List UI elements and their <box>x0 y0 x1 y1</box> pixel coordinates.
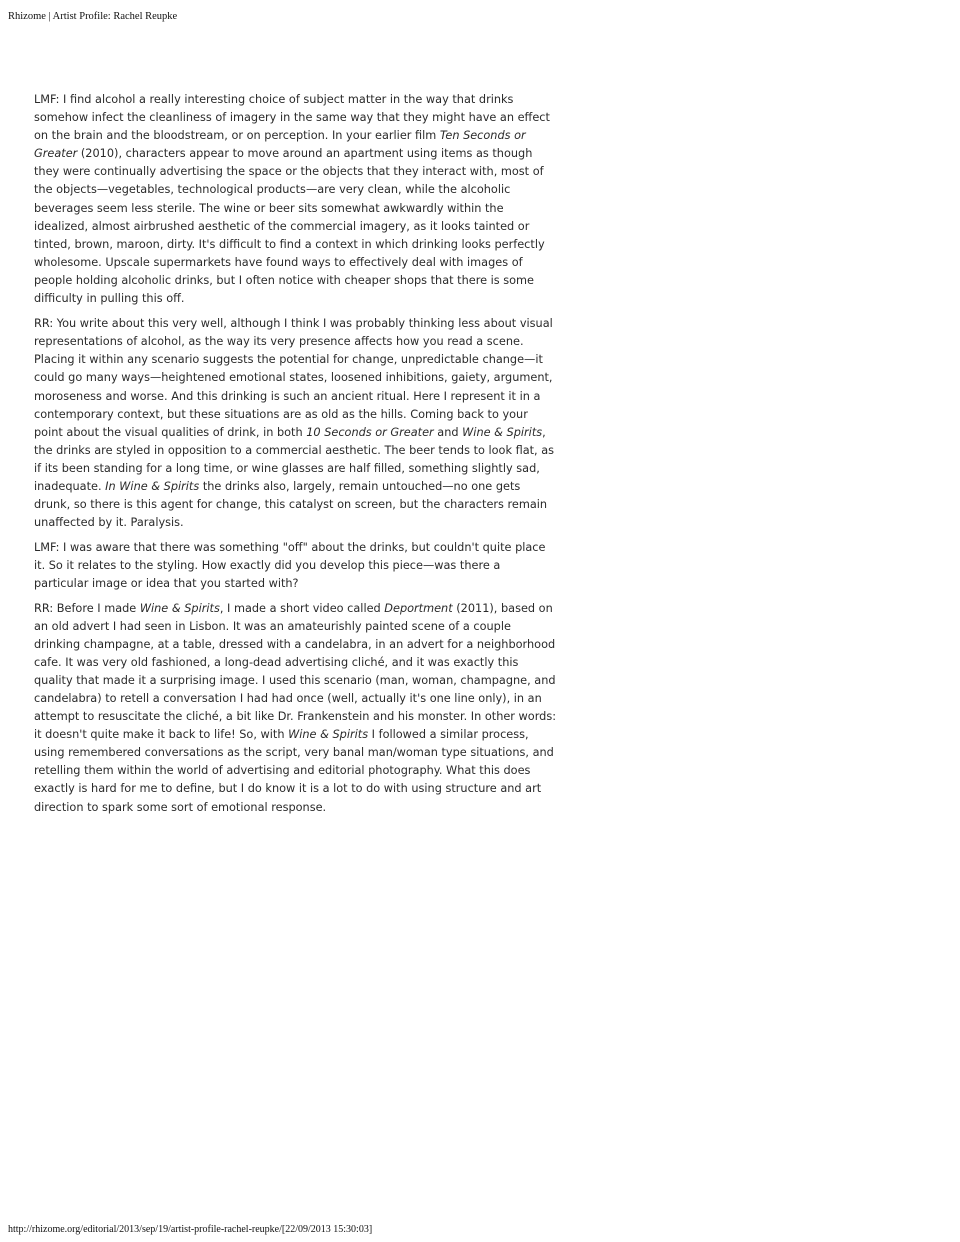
text-run: (2011), based on an old advert I had seen in Lisbon. It was an amateurishly painted scene of a couple drinking champagne, at a table, dressed with a candelabra, in an advert for a neighborhood cafe. It was very old fashioned, a long-dead advertising cliché, and it was exactly this quality that made it a surprising image. I used this scenario (man, woman, champagne, and candelabra) to retell a conversation I had had once (well, actually it's one line only), in an attempt to resuscitate the cliché, a bit like Dr. Frankenstein and his monster. In other words: it doesn't quite make it back to life! So, with <box>34 601 557 742</box>
text-run: I followed a similar process, using remembered conversations as the script, very banal man/woman type situations, and retelling them within the world of advertising and editorial photography. What this does exactly is hard for me to define, but I do know it is a lot to do with using structure and art direction to spark some sort of emotional response. <box>34 728 554 814</box>
interview-paragraph-2 <box>34 315 556 532</box>
text-run: RR: You write about this very well, although I think I was probably thinking less about visual representations of alcohol, as the way its very presence affects how you read a scene. Placing it within any scenario suggests the potential for change, unpredictable change—it could go many ways—heightened emotional states, loosened inhibitions, gaiety, argument, moroseness and worse. And this drinking is such an ancient ritual. Here I represent it in a contemporary context, but these situations are as old as the hills. Coming back to your point about the visual qualities of drink, in both <box>34 317 553 439</box>
film-title-wine-spirits: Wine & Spirits <box>288 728 369 742</box>
text-run: RR: Before I made <box>34 601 140 615</box>
text-run: LMF: I find alcohol a really interesting choice of subject matter in the way that drinks somehow infect the cleanliness of imagery in the same way that they might have an effect on the brain and the bloodstream, or on perception. In your earlier film <box>34 93 550 143</box>
page-footer-url: http://rhizome.org/editorial/2013/sep/19/artist-profile-rachel-reupke/[22/09/2013 15:30:03] <box>8 1224 373 1235</box>
film-title-10-seconds: 10 Seconds or Greater <box>306 425 434 439</box>
film-title-in-wine-spirits: In Wine & Spirits <box>105 479 200 493</box>
interview-paragraph-3 <box>34 539 556 593</box>
interview-paragraph-4 <box>34 600 556 817</box>
text-run: LMF: I was aware that there was something "off" about the drinks, but couldn't quite place it. So it relates to the styling. How exactly did you develop this piece—was there a particular image or idea that you started with? <box>34 541 546 591</box>
film-title-wine-spirits: Wine & Spirits <box>462 425 543 439</box>
film-title-ten-seconds: Ten Seconds or Greater <box>34 129 526 161</box>
page-header-title: Rhizome | Artist Profile: Rachel Reupke <box>8 11 178 22</box>
text-run: , the drinks are styled in opposition to a commercial aesthetic. The beer tends to look flat, as if its been standing for a long time, or wine glasses are half filled, something slightly sad, inadequate. <box>34 425 555 493</box>
text-run: (2010), characters appear to move around an apartment using items as though they were continually advertising the space or the objects that they interact with, most of the objects—vegetables, technological products—are very clean, while the alcoholic beverages seem less sterile. The wine or beer sits somewhat awkwardly within the idealized, almost airbrushed aesthetic of the commercial imagery, as it looks tainted or tinted, brown, maroon, dirty. It's difficult to find a context in which drinking looks perfectly wholesome. Upscale supermarkets have found ways to effectively deal with images of people holding alcoholic drinks, but I often notice with cheaper shops that there is some difficulty in pulling this off. <box>34 147 545 306</box>
article-body <box>34 91 556 824</box>
text-run: , I made a short video called <box>219 601 385 615</box>
text-run: and <box>433 425 463 439</box>
film-title-wine-spirits: Wine & Spirits <box>139 601 220 615</box>
interview-paragraph-1 <box>34 91 556 308</box>
film-title-deportment: Deportment <box>384 601 453 615</box>
text-run: the drinks also, largely, remain untouched—no one gets drunk, so there is this agent for change, this catalyst on screen, but the characters remain unaffected by it. Paralysis. <box>34 479 548 530</box>
